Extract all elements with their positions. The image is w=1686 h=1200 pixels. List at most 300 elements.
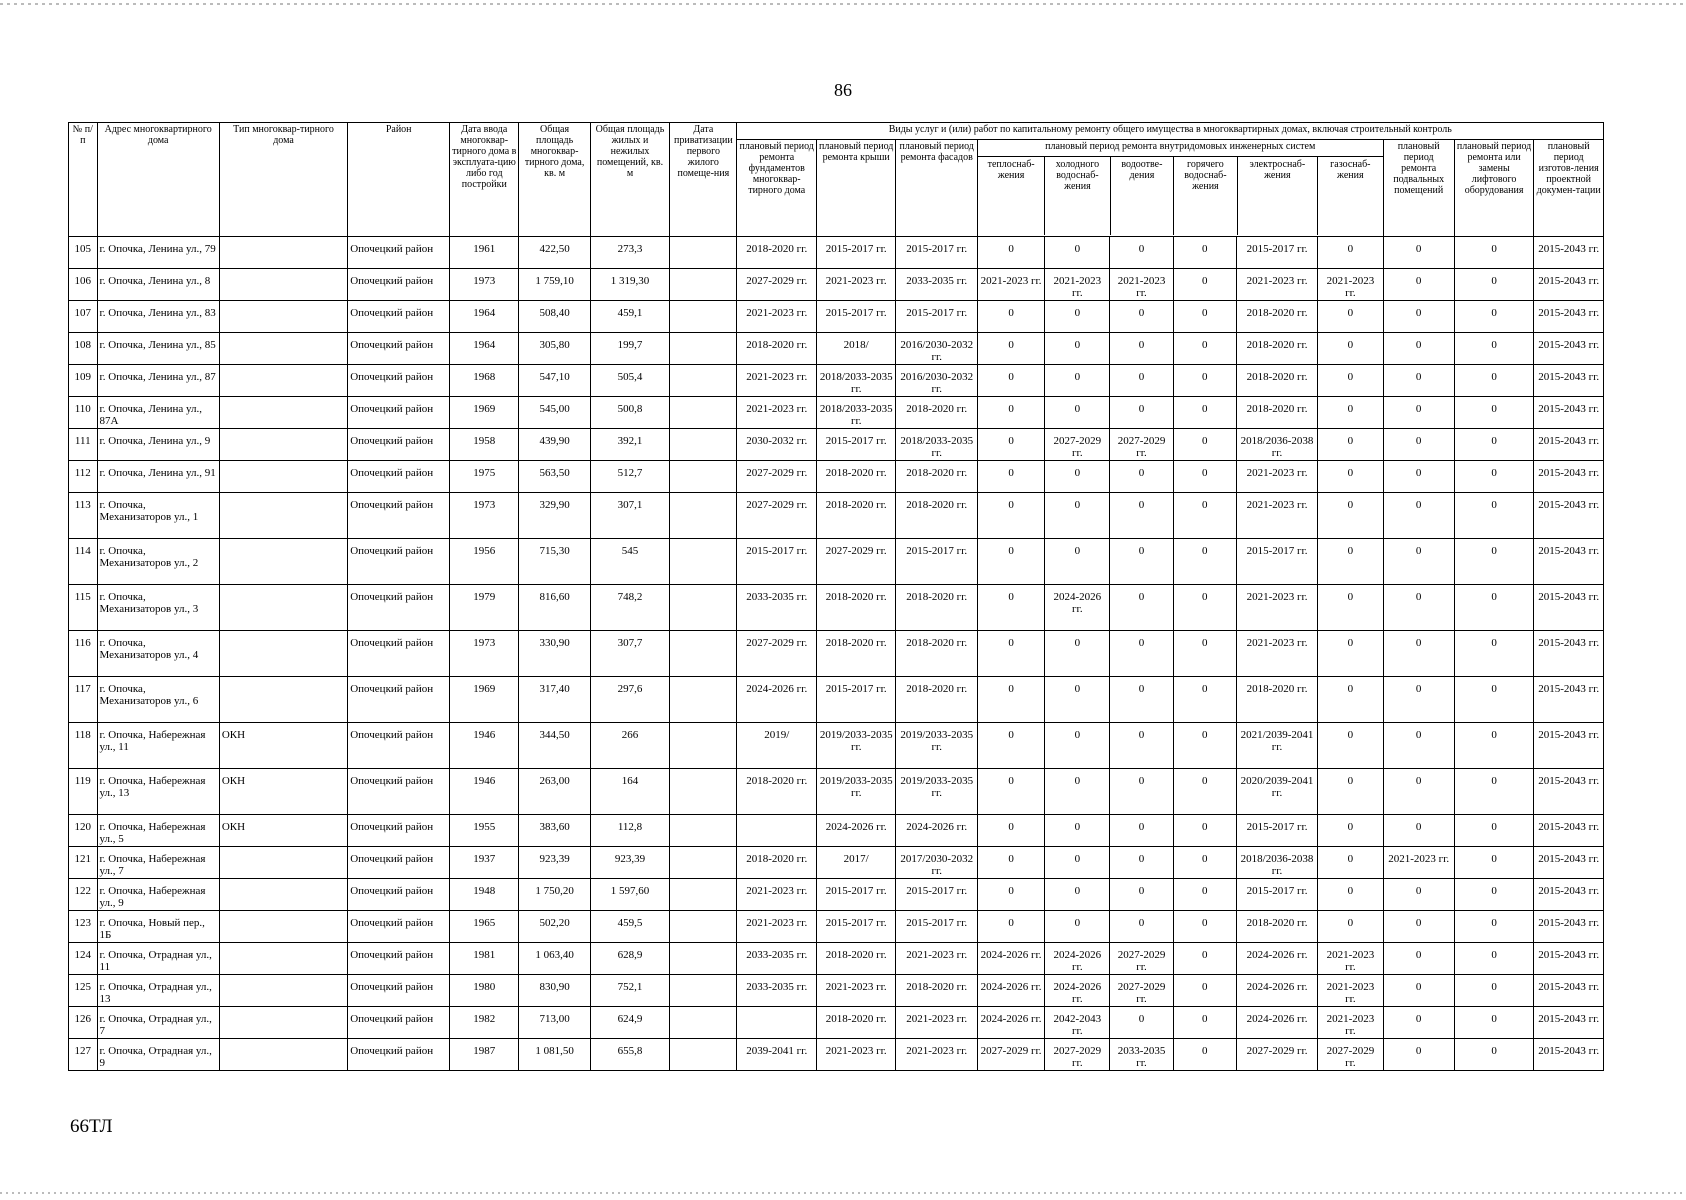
- cell-year: 1980: [450, 975, 519, 1007]
- cell-total-area: 330,90: [519, 631, 590, 677]
- cell-year: 1982: [450, 1007, 519, 1039]
- cell-address: г. Опочка, Новый пер., 1Б: [97, 911, 219, 943]
- cell-foundation: 2039-2041 гг.: [737, 1039, 816, 1071]
- table-row: [69, 847, 1604, 879]
- cell-num: 123: [69, 911, 98, 943]
- cell-privatization: [670, 397, 737, 429]
- cell-basement: 0: [1383, 237, 1454, 269]
- cell-total-area: 305,80: [519, 333, 590, 365]
- cell-gas: 2021-2023 гг.: [1318, 269, 1383, 301]
- cell-drainage: 0: [1110, 769, 1173, 815]
- cell-heat: 2024-2026 гг.: [977, 943, 1044, 975]
- cell-num: 107: [69, 301, 98, 333]
- table-row: [69, 723, 1604, 769]
- cell-foundation: 2021-2023 гг.: [737, 365, 816, 397]
- cell-heat: 0: [977, 461, 1044, 493]
- cell-num: 127: [69, 1039, 98, 1071]
- cell-gas: 0: [1318, 677, 1383, 723]
- cell-heat: 0: [977, 815, 1044, 847]
- cell-num: 111: [69, 429, 98, 461]
- cell-drainage: 0: [1110, 585, 1173, 631]
- cell-basement: 0: [1383, 493, 1454, 539]
- cell-drainage: 2033-2035 гг.: [1110, 1039, 1173, 1071]
- cell-drainage: 0: [1110, 911, 1173, 943]
- table-row: [69, 365, 1604, 397]
- cell-facade: 2015-2017 гг.: [896, 539, 978, 585]
- header-facade: плановый период ремонта фасадов: [896, 140, 978, 237]
- cell-foundation: 2027-2029 гг.: [737, 461, 816, 493]
- cell-hot-water: 0: [1173, 815, 1236, 847]
- cell-drainage: 0: [1110, 493, 1173, 539]
- cell-district: Опочецкий район: [348, 301, 450, 333]
- cell-num: 114: [69, 539, 98, 585]
- header-living-area: Общая площадь жилых и нежилых помещений, кв. м: [590, 123, 669, 237]
- cell-hot-water: 0: [1173, 539, 1236, 585]
- cell-hot-water: 0: [1173, 911, 1236, 943]
- cell-hot-water: 0: [1173, 1039, 1236, 1071]
- cell-roof: 2021-2023 гг.: [816, 975, 895, 1007]
- cell-total-area: 1 759,10: [519, 269, 590, 301]
- cell-gas: 0: [1318, 493, 1383, 539]
- table-row: [69, 269, 1604, 301]
- cell-hot-water: 0: [1173, 943, 1236, 975]
- cell-basement: 0: [1383, 879, 1454, 911]
- cell-roof: 2018/2033-2035 гг.: [816, 365, 895, 397]
- page-number: 86: [834, 80, 852, 100]
- cell-electric: 2021-2023 гг.: [1236, 585, 1318, 631]
- cell-elevator: 0: [1454, 879, 1533, 911]
- cell-address: г. Опочка, Ленина ул., 9: [97, 429, 219, 461]
- cell-basement: 0: [1383, 911, 1454, 943]
- cell-living-area: 164: [590, 769, 669, 815]
- cell-heat: 0: [977, 879, 1044, 911]
- table-row: [69, 677, 1604, 723]
- cell-num: 115: [69, 585, 98, 631]
- cell-basement: 0: [1383, 365, 1454, 397]
- cell-num: 120: [69, 815, 98, 847]
- header-district: Район: [348, 123, 450, 237]
- cell-gas: 0: [1318, 539, 1383, 585]
- cell-hot-water: 0: [1173, 237, 1236, 269]
- cell-roof: 2015-2017 гг.: [816, 429, 895, 461]
- cell-facade: 2015-2017 гг.: [896, 911, 978, 943]
- header-total-area: Общая площадь многоквар-тирного дома, кв. м: [519, 123, 590, 237]
- cell-total-area: 344,50: [519, 723, 590, 769]
- cell-elevator: 0: [1454, 301, 1533, 333]
- cell-num: 121: [69, 847, 98, 879]
- cell-living-area: 545: [590, 539, 669, 585]
- table-row: [69, 429, 1604, 461]
- cell-privatization: [670, 237, 737, 269]
- cell-living-area: 752,1: [590, 975, 669, 1007]
- cell-privatization: [670, 631, 737, 677]
- cell-heat: 0: [977, 333, 1044, 365]
- cell-district: Опочецкий район: [348, 815, 450, 847]
- cell-facade: 2018-2020 гг.: [896, 631, 978, 677]
- cell-num: 122: [69, 879, 98, 911]
- cell-total-area: 1 081,50: [519, 1039, 590, 1071]
- cell-elevator: 0: [1454, 847, 1533, 879]
- cell-cold-water: 2024-2026 гг.: [1045, 585, 1110, 631]
- cell-district: Опочецкий район: [348, 769, 450, 815]
- cell-living-area: 459,1: [590, 301, 669, 333]
- cell-heat: 0: [977, 493, 1044, 539]
- cell-foundation: 2030-2032 гг.: [737, 429, 816, 461]
- cell-basement: 0: [1383, 815, 1454, 847]
- cell-total-area: 329,90: [519, 493, 590, 539]
- cell-year: 1964: [450, 301, 519, 333]
- cell-roof: 2015-2017 гг.: [816, 879, 895, 911]
- cell-basement: 0: [1383, 397, 1454, 429]
- cell-design-docs: 2015-2043 гг.: [1534, 975, 1604, 1007]
- cell-roof: 2018/2033-2035 гг.: [816, 397, 895, 429]
- cell-foundation: 2033-2035 гг.: [737, 975, 816, 1007]
- cell-electric: 2015-2017 гг.: [1236, 539, 1318, 585]
- cell-roof: 2027-2029 гг.: [816, 539, 895, 585]
- cell-year: 1975: [450, 461, 519, 493]
- cell-elevator: 0: [1454, 677, 1533, 723]
- cell-privatization: [670, 1039, 737, 1071]
- cell-address: г. Опочка, Ленина ул., 87: [97, 365, 219, 397]
- cell-elevator: 0: [1454, 769, 1533, 815]
- cell-cold-water: 2024-2026 гг.: [1045, 943, 1110, 975]
- header-heat: теплоснаб-жения: [978, 157, 1045, 235]
- cell-design-docs: 2015-2043 гг.: [1534, 461, 1604, 493]
- cell-hot-water: 0: [1173, 333, 1236, 365]
- cell-roof: 2018-2020 гг.: [816, 631, 895, 677]
- cell-cold-water: 0: [1045, 365, 1110, 397]
- header-privatization-date: Дата приватизации первого жилого помеще-ния: [670, 123, 737, 237]
- cell-roof: 2015-2017 гг.: [816, 911, 895, 943]
- cell-heat: 2024-2026 гг.: [977, 975, 1044, 1007]
- cell-privatization: [670, 879, 737, 911]
- header-cold-water: холодного водоснаб-жения: [1045, 157, 1110, 235]
- table-row: [69, 943, 1604, 975]
- cell-cold-water: 0: [1045, 397, 1110, 429]
- cell-total-area: 563,50: [519, 461, 590, 493]
- cell-design-docs: 2015-2043 гг.: [1534, 631, 1604, 677]
- cell-living-area: 748,2: [590, 585, 669, 631]
- cell-district: Опочецкий район: [348, 1007, 450, 1039]
- cell-privatization: [670, 815, 737, 847]
- cell-living-area: 512,7: [590, 461, 669, 493]
- cell-elevator: 0: [1454, 631, 1533, 677]
- cell-basement: 2021-2023 гг.: [1383, 847, 1454, 879]
- scan-artifact-top: [0, 3, 1686, 5]
- cell-district: Опочецкий район: [348, 943, 450, 975]
- cell-type: [219, 365, 347, 397]
- cell-basement: 0: [1383, 677, 1454, 723]
- cell-roof: 2019/2033-2035 гг.: [816, 723, 895, 769]
- cell-electric: 2024-2026 гг.: [1236, 1007, 1318, 1039]
- cell-heat: 0: [977, 585, 1044, 631]
- cell-type: [219, 1007, 347, 1039]
- cell-living-area: 505,4: [590, 365, 669, 397]
- cell-gas: 0: [1318, 301, 1383, 333]
- cell-hot-water: 0: [1173, 723, 1236, 769]
- table-row: [69, 879, 1604, 911]
- table-row: [69, 1007, 1604, 1039]
- cell-design-docs: 2015-2043 гг.: [1534, 815, 1604, 847]
- cell-facade: 2016/2030-2032 гг.: [896, 365, 978, 397]
- cell-num: 108: [69, 333, 98, 365]
- cell-district: Опочецкий район: [348, 677, 450, 723]
- cell-year: 1981: [450, 943, 519, 975]
- cell-type: [219, 539, 347, 585]
- cell-district: Опочецкий район: [348, 847, 450, 879]
- cell-foundation: 2018-2020 гг.: [737, 333, 816, 365]
- table-row: [69, 1039, 1604, 1071]
- cell-privatization: [670, 269, 737, 301]
- cell-num: 118: [69, 723, 98, 769]
- cell-hot-water: 0: [1173, 301, 1236, 333]
- cell-basement: 0: [1383, 429, 1454, 461]
- cell-foundation: [737, 1007, 816, 1039]
- cell-drainage: 0: [1110, 397, 1173, 429]
- cell-design-docs: 2015-2043 гг.: [1534, 269, 1604, 301]
- cell-address: г. Опочка, Набережная ул., 9: [97, 879, 219, 911]
- cell-total-area: 383,60: [519, 815, 590, 847]
- header-hot-water: горячего водоснаб-жения: [1174, 157, 1238, 235]
- cell-drainage: 0: [1110, 815, 1173, 847]
- cell-privatization: [670, 943, 737, 975]
- cell-foundation: 2027-2029 гг.: [737, 493, 816, 539]
- cell-year: 1969: [450, 397, 519, 429]
- cell-hot-water: 0: [1173, 585, 1236, 631]
- cell-cold-water: 2042-2043 гг.: [1045, 1007, 1110, 1039]
- cell-cold-water: 2027-2029 гг.: [1045, 1039, 1110, 1071]
- cell-design-docs: 2015-2043 гг.: [1534, 1039, 1604, 1071]
- cell-gas: 0: [1318, 237, 1383, 269]
- cell-facade: 2018-2020 гг.: [896, 461, 978, 493]
- cell-hot-water: 0: [1173, 365, 1236, 397]
- cell-heat: 0: [977, 631, 1044, 677]
- cell-district: Опочецкий район: [348, 493, 450, 539]
- capital-repair-table: [68, 122, 1604, 1071]
- cell-living-area: 628,9: [590, 943, 669, 975]
- cell-design-docs: 2015-2043 гг.: [1534, 429, 1604, 461]
- cell-num: 126: [69, 1007, 98, 1039]
- cell-design-docs: 2015-2043 гг.: [1534, 237, 1604, 269]
- cell-facade: 2016/2030-2032 гг.: [896, 333, 978, 365]
- cell-type: [219, 631, 347, 677]
- cell-cold-water: 0: [1045, 631, 1110, 677]
- cell-heat: 0: [977, 847, 1044, 879]
- cell-roof: 2018-2020 гг.: [816, 585, 895, 631]
- cell-design-docs: 2015-2043 гг.: [1534, 585, 1604, 631]
- cell-living-area: 500,8: [590, 397, 669, 429]
- cell-living-area: 307,7: [590, 631, 669, 677]
- cell-elevator: 0: [1454, 365, 1533, 397]
- cell-total-area: 715,30: [519, 539, 590, 585]
- cell-drainage: 0: [1110, 1007, 1173, 1039]
- cell-facade: 2017/2030-2032 гг.: [896, 847, 978, 879]
- cell-privatization: [670, 975, 737, 1007]
- cell-drainage: 0: [1110, 461, 1173, 493]
- cell-type: ОКН: [219, 815, 347, 847]
- cell-cold-water: 0: [1045, 333, 1110, 365]
- cell-basement: 0: [1383, 539, 1454, 585]
- cell-hot-water: 0: [1173, 397, 1236, 429]
- cell-total-area: 830,90: [519, 975, 590, 1007]
- header-num: № п/п: [69, 123, 98, 237]
- cell-type: [219, 429, 347, 461]
- cell-facade: 2033-2035 гг.: [896, 269, 978, 301]
- cell-living-area: 266: [590, 723, 669, 769]
- cell-district: Опочецкий район: [348, 1039, 450, 1071]
- cell-living-area: 273,3: [590, 237, 669, 269]
- cell-district: Опочецкий район: [348, 723, 450, 769]
- cell-gas: 2021-2023 гг.: [1318, 1007, 1383, 1039]
- cell-type: [219, 879, 347, 911]
- cell-address: г. Опочка, Набережная ул., 13: [97, 769, 219, 815]
- cell-electric: 2021-2023 гг.: [1236, 493, 1318, 539]
- cell-roof: 2015-2017 гг.: [816, 677, 895, 723]
- cell-drainage: 2027-2029 гг.: [1110, 975, 1173, 1007]
- cell-design-docs: 2015-2043 гг.: [1534, 677, 1604, 723]
- cell-electric: 2018-2020 гг.: [1236, 365, 1318, 397]
- cell-basement: 0: [1383, 975, 1454, 1007]
- cell-drainage: 0: [1110, 631, 1173, 677]
- cell-privatization: [670, 911, 737, 943]
- cell-heat: 0: [977, 429, 1044, 461]
- table-row: [69, 461, 1604, 493]
- cell-privatization: [670, 677, 737, 723]
- cell-roof: 2018-2020 гг.: [816, 461, 895, 493]
- cell-district: Опочецкий район: [348, 237, 450, 269]
- cell-district: Опочецкий район: [348, 975, 450, 1007]
- header-engineering: [977, 140, 1383, 237]
- header-gas: газоснаб-жения: [1330, 159, 1371, 181]
- cell-privatization: [670, 301, 737, 333]
- cell-address: г. Опочка, Ленина ул., 87А: [97, 397, 219, 429]
- cell-facade: 2024-2026 гг.: [896, 815, 978, 847]
- cell-design-docs: 2015-2043 гг.: [1534, 365, 1604, 397]
- cell-type: [219, 269, 347, 301]
- cell-address: г. Опочка, Механизаторов ул., 6: [97, 677, 219, 723]
- cell-address: г. Опочка, Механизаторов ул., 3: [97, 585, 219, 631]
- cell-year: 1955: [450, 815, 519, 847]
- cell-living-area: 112,8: [590, 815, 669, 847]
- cell-address: г. Опочка, Механизаторов ул., 1: [97, 493, 219, 539]
- cell-facade: 2015-2017 гг.: [896, 237, 978, 269]
- cell-year: 1987: [450, 1039, 519, 1071]
- cell-district: Опочецкий район: [348, 333, 450, 365]
- cell-privatization: [670, 429, 737, 461]
- cell-year: 1961: [450, 237, 519, 269]
- cell-heat: 2024-2026 гг.: [977, 1007, 1044, 1039]
- cell-cold-water: 0: [1045, 723, 1110, 769]
- table-row: [69, 911, 1604, 943]
- cell-cold-water: 0: [1045, 815, 1110, 847]
- cell-address: г. Опочка, Механизаторов ул., 2: [97, 539, 219, 585]
- cell-living-area: 199,7: [590, 333, 669, 365]
- cell-cold-water: 0: [1045, 539, 1110, 585]
- cell-cold-water: 2024-2026 гг.: [1045, 975, 1110, 1007]
- cell-privatization: [670, 585, 737, 631]
- cell-basement: 0: [1383, 943, 1454, 975]
- cell-hot-water: 0: [1173, 975, 1236, 1007]
- cell-heat: 2027-2029 гг.: [977, 1039, 1044, 1071]
- cell-num: 109: [69, 365, 98, 397]
- cell-electric: 2018/2036-2038 гг.: [1236, 429, 1318, 461]
- cell-foundation: 2015-2017 гг.: [737, 539, 816, 585]
- cell-foundation: 2021-2023 гг.: [737, 879, 816, 911]
- cell-foundation: 2018-2020 гг.: [737, 769, 816, 815]
- cell-foundation: 2033-2035 гг.: [737, 943, 816, 975]
- cell-type: [219, 1039, 347, 1071]
- cell-address: г. Опочка, Отрадная ул., 13: [97, 975, 219, 1007]
- cell-year: 1964: [450, 333, 519, 365]
- cell-type: [219, 677, 347, 723]
- header-works-group: Виды услуг и (или) работ по капитальному ремонту общего имущества в многоквартирных домах, включая строительный контроль: [737, 123, 1604, 140]
- cell-hot-water: 0: [1173, 429, 1236, 461]
- cell-foundation: 2021-2023 гг.: [737, 301, 816, 333]
- table-row: [69, 769, 1604, 815]
- cell-design-docs: 2015-2043 гг.: [1534, 769, 1604, 815]
- cell-type: [219, 975, 347, 1007]
- cell-basement: 0: [1383, 333, 1454, 365]
- table-row: [69, 397, 1604, 429]
- header-electric: электроснаб-жения: [1238, 157, 1318, 235]
- cell-gas: 2021-2023 гг.: [1318, 943, 1383, 975]
- cell-total-area: 816,60: [519, 585, 590, 631]
- cell-living-area: 1 597,60: [590, 879, 669, 911]
- cell-type: ОКН: [219, 769, 347, 815]
- cell-total-area: 439,90: [519, 429, 590, 461]
- header-basement: плановый период ремонта подвальных помещений: [1383, 140, 1454, 237]
- cell-facade: 2021-2023 гг.: [896, 1039, 978, 1071]
- cell-total-area: 1 063,40: [519, 943, 590, 975]
- cell-facade: 2019/2033-2035 гг.: [896, 723, 978, 769]
- cell-design-docs: 2015-2043 гг.: [1534, 911, 1604, 943]
- cell-address: г. Опочка, Механизаторов ул., 4: [97, 631, 219, 677]
- cell-year: 1968: [450, 365, 519, 397]
- cell-drainage: 0: [1110, 333, 1173, 365]
- cell-gas: 0: [1318, 879, 1383, 911]
- cell-electric: 2021-2023 гг.: [1236, 269, 1318, 301]
- cell-privatization: [670, 769, 737, 815]
- cell-year: 1969: [450, 677, 519, 723]
- cell-electric: 2021/2039-2041 гг.: [1236, 723, 1318, 769]
- cell-type: [219, 333, 347, 365]
- cell-type: [219, 911, 347, 943]
- header-design-docs: плановый период изготов-ления проектной докумен-тации: [1534, 140, 1604, 237]
- cell-district: Опочецкий район: [348, 631, 450, 677]
- cell-drainage: 2027-2029 гг.: [1110, 429, 1173, 461]
- cell-address: г. Опочка, Набережная ул., 5: [97, 815, 219, 847]
- cell-electric: 2018-2020 гг.: [1236, 301, 1318, 333]
- cell-gas: 0: [1318, 847, 1383, 879]
- cell-living-area: 1 319,30: [590, 269, 669, 301]
- cell-district: Опочецкий район: [348, 461, 450, 493]
- cell-address: г. Опочка, Ленина ул., 91: [97, 461, 219, 493]
- cell-design-docs: 2015-2043 гг.: [1534, 723, 1604, 769]
- cell-cold-water: 2027-2029 гг.: [1045, 429, 1110, 461]
- cell-electric: 2024-2026 гг.: [1236, 975, 1318, 1007]
- header-foundation: плановый период ремонта фундаментов многоквар-тирного дома: [737, 140, 816, 237]
- cell-type: [219, 847, 347, 879]
- cell-roof: 2018-2020 гг.: [816, 493, 895, 539]
- table-row: [69, 333, 1604, 365]
- cell-design-docs: 2015-2043 гг.: [1534, 397, 1604, 429]
- cell-district: Опочецкий район: [348, 585, 450, 631]
- cell-hot-water: 0: [1173, 269, 1236, 301]
- cell-electric: 2018/2036-2038 гг.: [1236, 847, 1318, 879]
- cell-total-area: 422,50: [519, 237, 590, 269]
- cell-hot-water: 0: [1173, 847, 1236, 879]
- cell-total-area: 508,40: [519, 301, 590, 333]
